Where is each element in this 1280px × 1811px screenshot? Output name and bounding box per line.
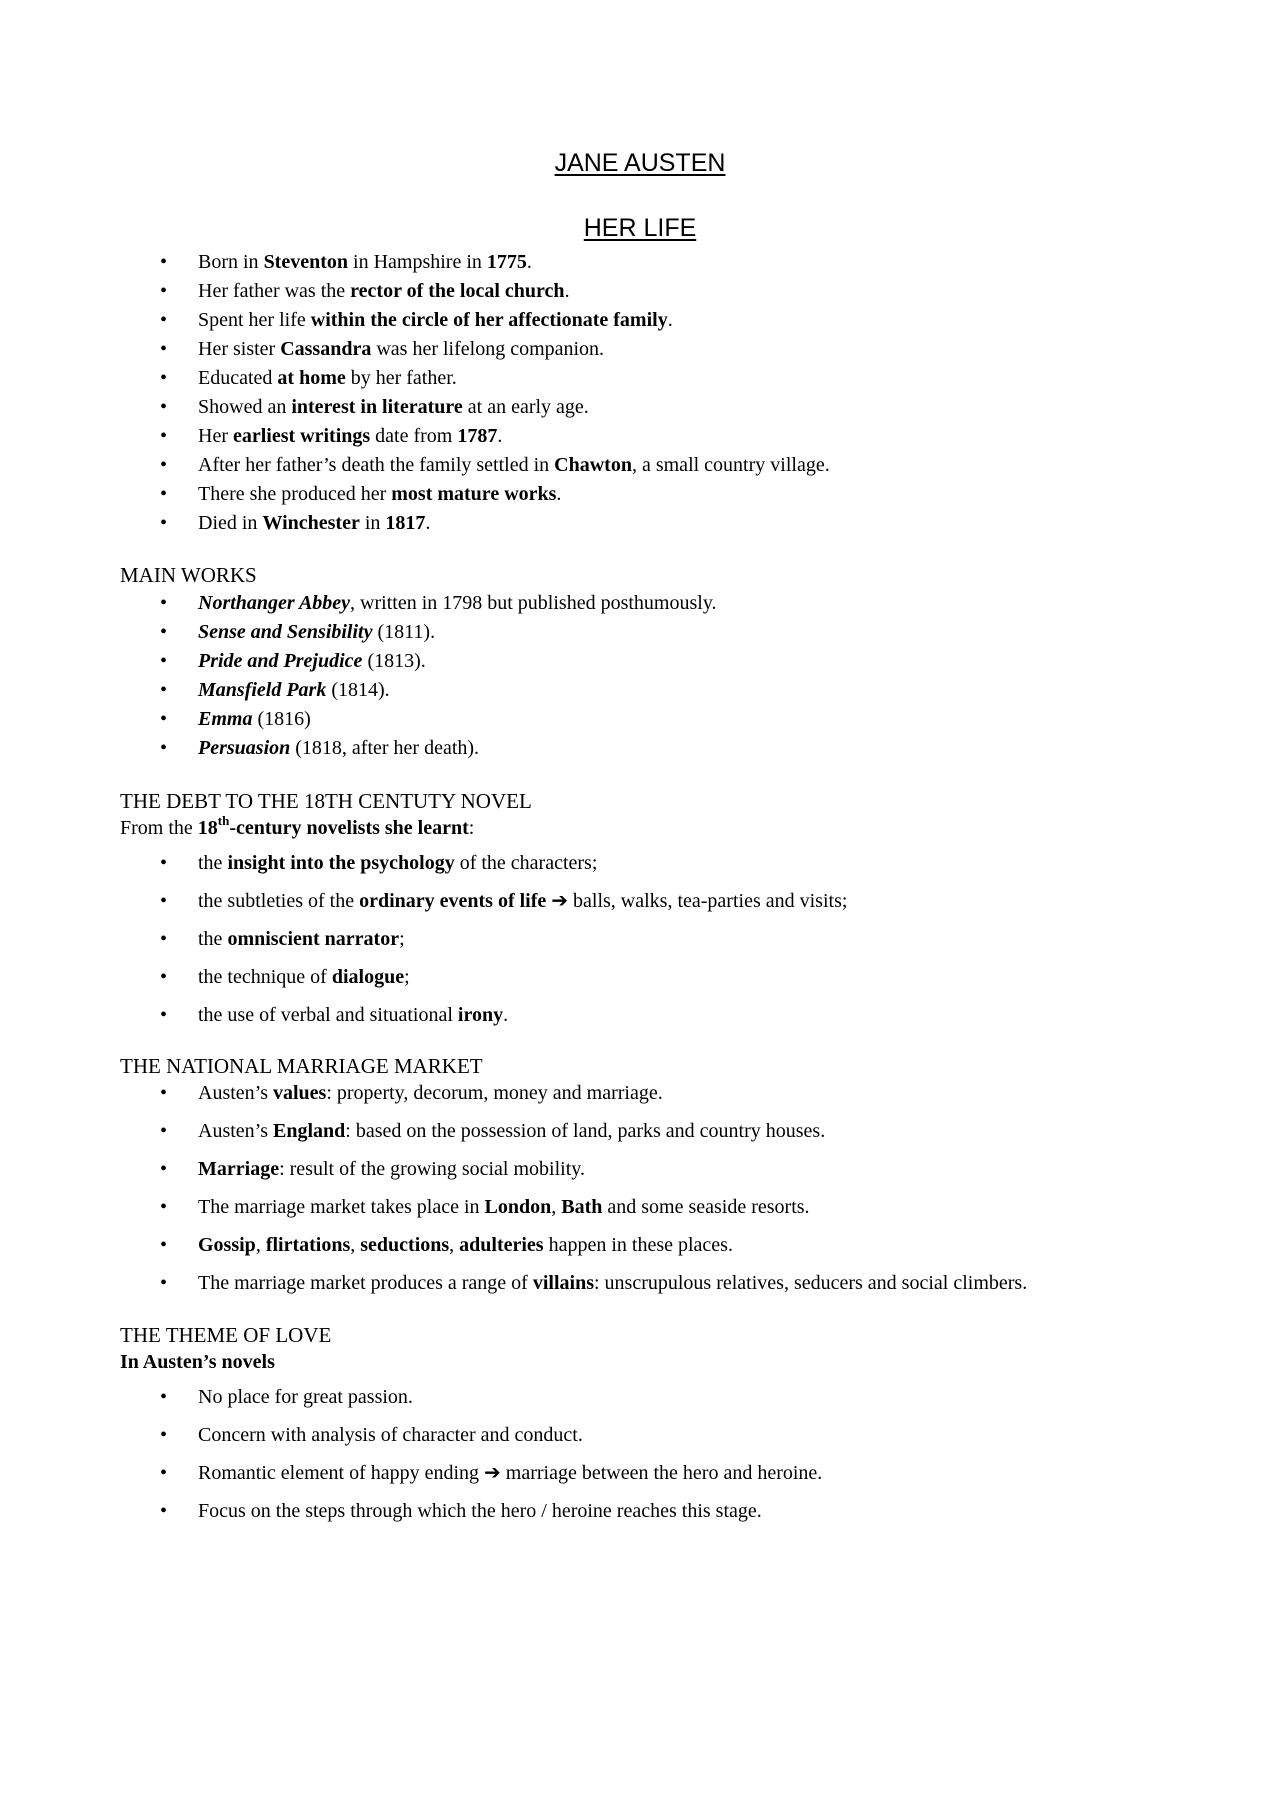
list-item-text: omniscient narrator [227,928,400,950]
list-item-text: (1816) [252,708,311,730]
list-item-text: Pride and Prejudice [198,650,363,672]
list-item-text: , a small country village. [631,454,830,476]
list-item [120,1112,1180,1150]
list-item-text: Mansfield Park [198,679,327,701]
list-item-text: Her father was the [198,280,351,302]
list-item-text: of the characters; [454,852,598,874]
list-item-text: . [556,483,562,505]
list-item-text: (1818, after her death). [290,737,480,759]
list-item-text: Focus on the steps through which the hero / heroine reaches this stage. [198,1500,762,1522]
list-item-text: . [564,280,570,302]
list-item-text: (1814). [326,679,390,701]
list-item [120,882,1180,920]
marriage-market-list [120,1074,1180,1302]
list-item [120,393,1180,422]
list-item-text: 1775 [486,251,527,273]
debt-intro-post: : [468,817,475,839]
list-item-text: . [667,309,673,331]
list-item [120,1188,1180,1226]
list-item-text: Born in [198,251,264,273]
list-item-text: The marriage market takes place in [198,1196,485,1218]
list-item [120,1416,1180,1454]
list-item [120,1378,1180,1416]
list-item [120,422,1180,451]
list-item-text: Steventon [263,251,349,273]
list-item-text: Bath [561,1196,603,1218]
document-title: JANE AUSTEN [554,149,726,177]
list-item-text: irony [457,1004,504,1026]
her-life-section [120,248,1180,538]
list-item-text: , [255,1234,266,1256]
list-item-text: in [359,512,386,534]
list-item [120,958,1180,996]
theme-of-love-intro: In Austen’s novels [120,1351,275,1373]
list-item-text: rector of the local church [350,280,565,302]
list-item-text: date from [370,425,458,447]
list-item-text: the use of verbal and situational [198,1004,458,1026]
list-item [120,705,1180,734]
list-item-text: Sense and Sensibility [198,621,373,643]
theme-of-love-heading: THE THEME OF LOVE [120,1323,332,1347]
list-item-text: within the circle of her affectionate family [310,309,668,331]
list-item-text: ; [399,928,405,950]
list-item-text: the subtleties of the [198,890,360,912]
debt-intro-bold-text: -century novelists she learnt [229,817,469,839]
list-item [120,335,1180,364]
list-item-text: Showed an [198,396,292,418]
theme-of-love-section [120,1322,1180,1530]
list-item-text: After her father’s death the family settled in [198,454,555,476]
list-item-text: Concern with analysis of character and conduct. [198,1424,583,1446]
list-item-text: 1787 [457,425,498,447]
main-works-section [120,562,1180,763]
list-item [120,844,1180,882]
list-item-text: ordinary events of life [359,890,547,912]
list-item [120,1074,1180,1112]
list-item-text: : unscrupulous relatives, seducers and social climbers. [593,1272,1028,1294]
list-item [120,451,1180,480]
list-item-text: . [526,251,532,273]
debt-intro-pre: From the [120,817,198,839]
list-item-text: There she produced her [198,483,392,505]
list-item-text: Educated [198,367,278,389]
debt-heading: THE DEBT TO THE 18TH CENTUTY NOVEL [120,789,532,813]
list-item-text: at an early age. [462,396,589,418]
list-item-text: Northanger Abbey [198,592,351,614]
list-item [120,277,1180,306]
list-item-text: earliest writings [232,425,371,447]
list-item-text: seductions [360,1234,450,1256]
list-item [120,676,1180,705]
list-item [120,1454,1180,1492]
list-item [120,364,1180,393]
list-item-text: adulteries [459,1234,544,1256]
list-item-text: Cassandra [280,338,372,360]
list-item-text: the technique of [198,966,332,988]
list-item-text: Her [198,425,233,447]
list-item-text: : property, decorum, money and marriage. [326,1082,663,1104]
list-item-text: insight into the psychology [227,852,455,874]
list-item [120,618,1180,647]
list-item-text: Austen’s [198,1082,273,1104]
list-item-text: dialogue [331,966,405,988]
list-item-text: (1813). [362,650,426,672]
list-item-text: : result of the growing social mobility. [279,1158,585,1180]
list-item-text: , written in 1798 but published posthumously. [350,592,717,614]
list-item-text: England [273,1120,346,1142]
section-title-her-life: HER LIFE [583,214,697,242]
list-item-text: flirtations [265,1234,351,1256]
list-item [120,1264,1180,1302]
list-item-text: was her lifelong companion. [371,338,605,360]
debt-intro-bold-number: 18 [197,817,218,839]
list-item-text: values [273,1082,327,1104]
list-item-text: . [425,512,431,534]
theme-of-love-list [120,1378,1180,1530]
debt-section [120,788,1180,1034]
list-item-text: and some seaside resorts. [602,1196,810,1218]
list-item-text: Austen’s [198,1120,273,1142]
list-item-text: Died in [198,512,263,534]
list-item-text: ➔ balls, walks, tea-parties and visits; [546,890,848,912]
list-item [120,1226,1180,1264]
list-item [120,734,1180,763]
list-item-text: Persuasion [198,737,291,759]
list-item-text: The marriage market produces a range of [198,1272,533,1294]
list-item-text: Gossip [198,1234,256,1256]
debt-list [120,844,1180,1034]
list-item [120,996,1180,1034]
list-item-text: Chawton [554,454,632,476]
marriage-market-section [120,1053,1180,1302]
list-item-text: (1811). [372,621,436,643]
list-item [120,480,1180,509]
list-item-text: at home [277,367,346,389]
list-item-text: the [198,928,228,950]
list-item-text: the [198,852,228,874]
list-item [120,248,1180,277]
list-item-text: Emma [198,708,253,730]
list-item [120,647,1180,676]
list-item-text: No place for great passion. [198,1386,413,1408]
list-item-text: , [449,1234,460,1256]
main-works-list [120,589,1180,763]
list-item-text: in Hampshire in [348,251,487,273]
list-item-text: Spent her life [198,309,311,331]
list-item-text: villains [532,1272,594,1294]
list-item [120,1492,1180,1530]
list-item-text: most mature works [391,483,557,505]
list-item-text: , [350,1234,361,1256]
list-item [120,1150,1180,1188]
list-item-text: ; [404,966,410,988]
list-item-text: Marriage [198,1158,280,1180]
list-item-text: Her sister [198,338,281,360]
debt-intro-superscript: th [217,813,230,829]
list-item-text: 1817 [385,512,426,534]
list-item-text: , [551,1196,562,1218]
main-works-heading: MAIN WORKS [120,563,257,587]
list-item-text: interest in literature [291,396,463,418]
list-item-text: . [497,425,503,447]
list-item-text: . [503,1004,509,1026]
list-item [120,920,1180,958]
list-item-text: Romantic element of happy ending ➔ marriage between the hero and heroine. [198,1462,823,1484]
list-item [120,589,1180,618]
list-item-text: Winchester [262,512,360,534]
list-item-text: : based on the possession of land, parks and country houses. [345,1120,826,1142]
list-item [120,509,1180,538]
list-item-text: London [484,1196,552,1218]
debt-intro [120,815,1180,842]
list-item [120,306,1180,335]
list-item-text: happen in these places. [543,1234,733,1256]
marriage-market-heading: THE NATIONAL MARRIAGE MARKET [120,1054,483,1078]
list-item-text: by her father. [345,367,457,389]
her-life-list [120,248,1180,538]
